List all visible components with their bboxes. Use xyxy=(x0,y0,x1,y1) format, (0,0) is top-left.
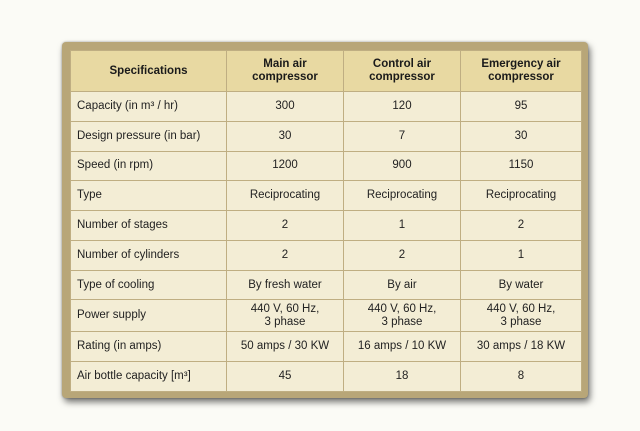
cell-main: By fresh water xyxy=(227,270,344,300)
cell-emergency: Reciprocating xyxy=(461,181,582,211)
row-label: Type xyxy=(71,181,227,211)
cell-control: 7 xyxy=(344,121,461,151)
row-label: Rating (in amps) xyxy=(71,332,227,362)
cell-control: 120 xyxy=(344,92,461,122)
cell-emergency: 440 V, 60 Hz, 3 phase xyxy=(461,300,582,332)
cell-control: 2 xyxy=(344,240,461,270)
cell-main: 2 xyxy=(227,211,344,241)
row-label: Speed (in rpm) xyxy=(71,151,227,181)
row-label: Number of cylinders xyxy=(71,240,227,270)
cell-main: 440 V, 60 Hz, 3 phase xyxy=(227,300,344,332)
cell-control: 900 xyxy=(344,151,461,181)
table-row-air-bottle xyxy=(71,362,582,392)
table-row-power-supply xyxy=(71,300,582,332)
compressor-spec-table xyxy=(70,50,582,392)
cell-control: By air xyxy=(344,270,461,300)
cell-main: 1200 xyxy=(227,151,344,181)
cell-emergency: 1150 xyxy=(461,151,582,181)
cell-control: 16 amps / 10 KW xyxy=(344,332,461,362)
row-label: Design pressure (in bar) xyxy=(71,121,227,151)
cell-control: Reciprocating xyxy=(344,181,461,211)
row-label: Capacity (in m³ / hr) xyxy=(71,92,227,122)
header-specifications: Specifications xyxy=(71,51,227,92)
header-emergency-air-compressor: Emergency air compressor xyxy=(461,51,582,92)
row-label: Type of cooling xyxy=(71,270,227,300)
cell-control: 18 xyxy=(344,362,461,392)
cell-emergency: 30 xyxy=(461,121,582,151)
table-header-row xyxy=(71,51,582,92)
table-row-cooling xyxy=(71,270,582,300)
row-label: Power supply xyxy=(71,300,227,332)
table-row-design-pressure xyxy=(71,121,582,151)
table-row-speed xyxy=(71,151,582,181)
cell-main: 2 xyxy=(227,240,344,270)
table-row-capacity xyxy=(71,92,582,122)
cell-main: Reciprocating xyxy=(227,181,344,211)
cell-emergency: 2 xyxy=(461,211,582,241)
cell-main: 300 xyxy=(227,92,344,122)
cell-control: 1 xyxy=(344,211,461,241)
cell-emergency: By water xyxy=(461,270,582,300)
header-control-air-compressor: Control air compressor xyxy=(344,51,461,92)
row-label: Number of stages xyxy=(71,211,227,241)
cell-main: 45 xyxy=(227,362,344,392)
row-label: Air bottle capacity [m³] xyxy=(71,362,227,392)
cell-emergency: 95 xyxy=(461,92,582,122)
cell-main: 30 xyxy=(227,121,344,151)
cell-control: 440 V, 60 Hz, 3 phase xyxy=(344,300,461,332)
cell-main: 50 amps / 30 KW xyxy=(227,332,344,362)
table-row-cylinders xyxy=(71,240,582,270)
cell-emergency: 30 amps / 18 KW xyxy=(461,332,582,362)
table-row-rating xyxy=(71,332,582,362)
cell-emergency: 8 xyxy=(461,362,582,392)
spec-table-card xyxy=(62,42,588,398)
cell-emergency: 1 xyxy=(461,240,582,270)
table-row-stages xyxy=(71,211,582,241)
table-row-type xyxy=(71,181,582,211)
header-main-air-compressor: Main air compressor xyxy=(227,51,344,92)
